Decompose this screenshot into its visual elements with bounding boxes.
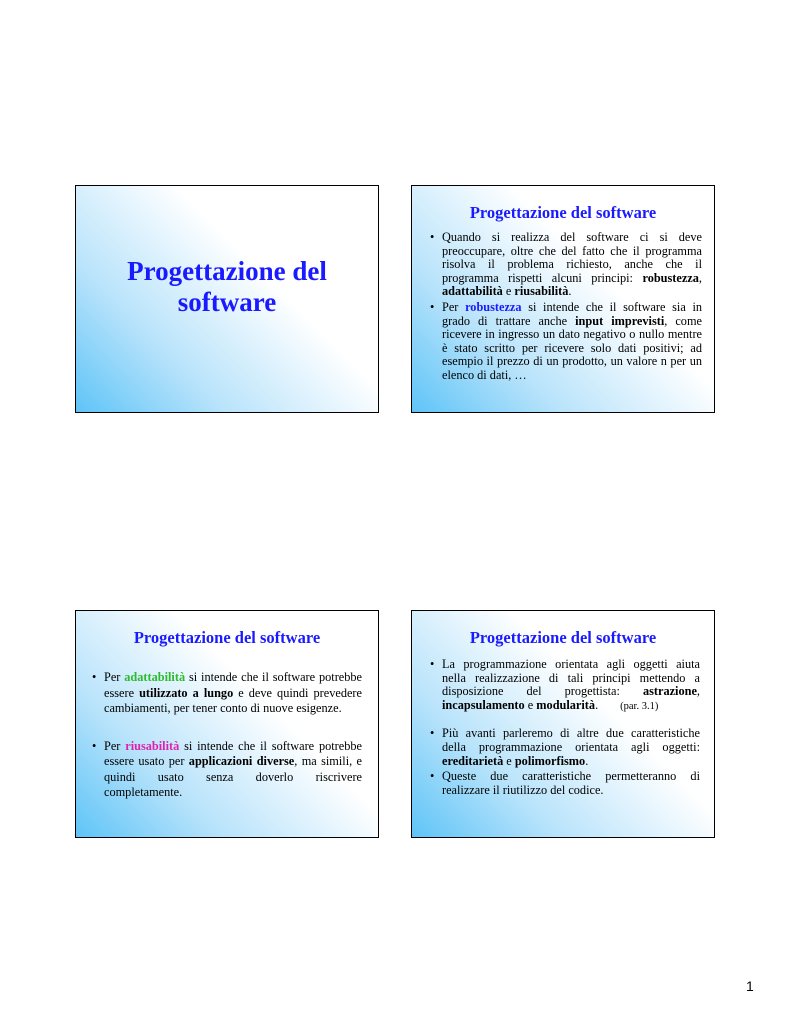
keyword-input-imprevisti: input imprevisti (575, 313, 665, 328)
slide-4-bullets (428, 658, 700, 797)
slide-3-bullet-1 (90, 670, 362, 717)
slide-4-title: Progettazione del software (469, 628, 657, 647)
keyword-robustezza-highlight: robustezza (465, 299, 522, 314)
slide-4-bullet-3 (428, 770, 700, 797)
bullet-text: si intende che il software potrebbe essere (104, 670, 362, 700)
slide-4-bullet-2 (428, 727, 700, 768)
slide-3 (75, 610, 379, 838)
page-number: 1 (746, 978, 754, 994)
slide-2-title: Progettazione del software (469, 203, 657, 222)
keyword-polimorfismo: polimorfismo (514, 753, 586, 768)
keyword-astrazione: astrazione (642, 684, 697, 699)
slide-4-bullet-1 (428, 658, 700, 713)
slide-1 (75, 185, 379, 413)
keyword-riusabilita-highlight: riusabilità (125, 738, 180, 753)
keyword-robustezza: robustezza (642, 270, 699, 285)
separator: , (696, 684, 700, 699)
separator: e (524, 697, 537, 712)
keyword-incapsulamento: incapsulamento (442, 697, 525, 712)
separator: , (698, 270, 702, 285)
slide-3-bullets (90, 670, 362, 801)
slide-2-bullets (428, 231, 702, 383)
keyword-ereditarieta: ereditarietà (442, 753, 504, 768)
slide-1-title: Progettazione del software (127, 256, 327, 317)
bullet-text: Per (104, 670, 125, 684)
slide-2-bullet-1 (428, 231, 702, 299)
bullet-text: , ma simili, e quindi usato senza doverlo riscrivere completamente. (104, 754, 363, 799)
bullet-text: Queste due caratteristiche permetteranno di realizzare il riutilizzo del codice. (442, 769, 700, 797)
bullet-text: , come ricevere in ingresso un dato negativo o nullo mentre è stato scritto per ricevere solo dati positivi; ad esempio il prezzo di un prodotto, un valore n per un elenco di dati, … (442, 313, 702, 382)
bullet-text: si intende che il software sia in grado di trattare anche (442, 299, 703, 328)
punctuation: . (568, 284, 572, 299)
bullet-text: La programmazione orientata agli oggetti aiuta nella realizzazione di tali principi mettendo a disposizione del progettista: (442, 657, 700, 699)
keyword-applicazioni-diverse: applicazioni diverse (188, 754, 295, 768)
slide-2 (411, 185, 715, 413)
slide-3-title: Progettazione del software (133, 628, 321, 647)
separator: e (502, 284, 515, 299)
keyword-adattabilita-highlight: adattabilità (124, 670, 186, 684)
slide-3-bullet-2 (90, 739, 362, 801)
keyword-riusabilita: riusabilità (514, 284, 569, 299)
keyword-utilizzato-a-lungo: utilizzato a lungo (139, 685, 234, 700)
section-reference: (par. 3.1) (620, 700, 659, 712)
punctuation: . (595, 697, 599, 712)
bullet-text: e deve quindi prevedere cambiamenti, per tener conto di nuove esigenze. (104, 685, 362, 715)
bullet-text: si intende che il software potrebbe essere usato per (104, 738, 362, 768)
slide-2-bullet-2 (428, 301, 702, 383)
slide-4 (411, 610, 715, 838)
keyword-adattabilita: adattabilità (442, 284, 503, 299)
bullet-text: Per (104, 738, 126, 753)
bullet-text: Quando si realizza del software ci si deve preoccupare, oltre che del fatto che il programma risolva il problema richiesto, anche che il programma rispetti alcuni principi: (442, 230, 702, 285)
separator: e (503, 753, 515, 768)
bullet-text: Per (442, 299, 466, 314)
punctuation: . (585, 753, 589, 768)
bullet-text: Più avanti parleremo di altre due caratteristiche della programmazione orientata agli oggetti: (442, 726, 700, 754)
keyword-modularita: modularità (536, 697, 596, 712)
